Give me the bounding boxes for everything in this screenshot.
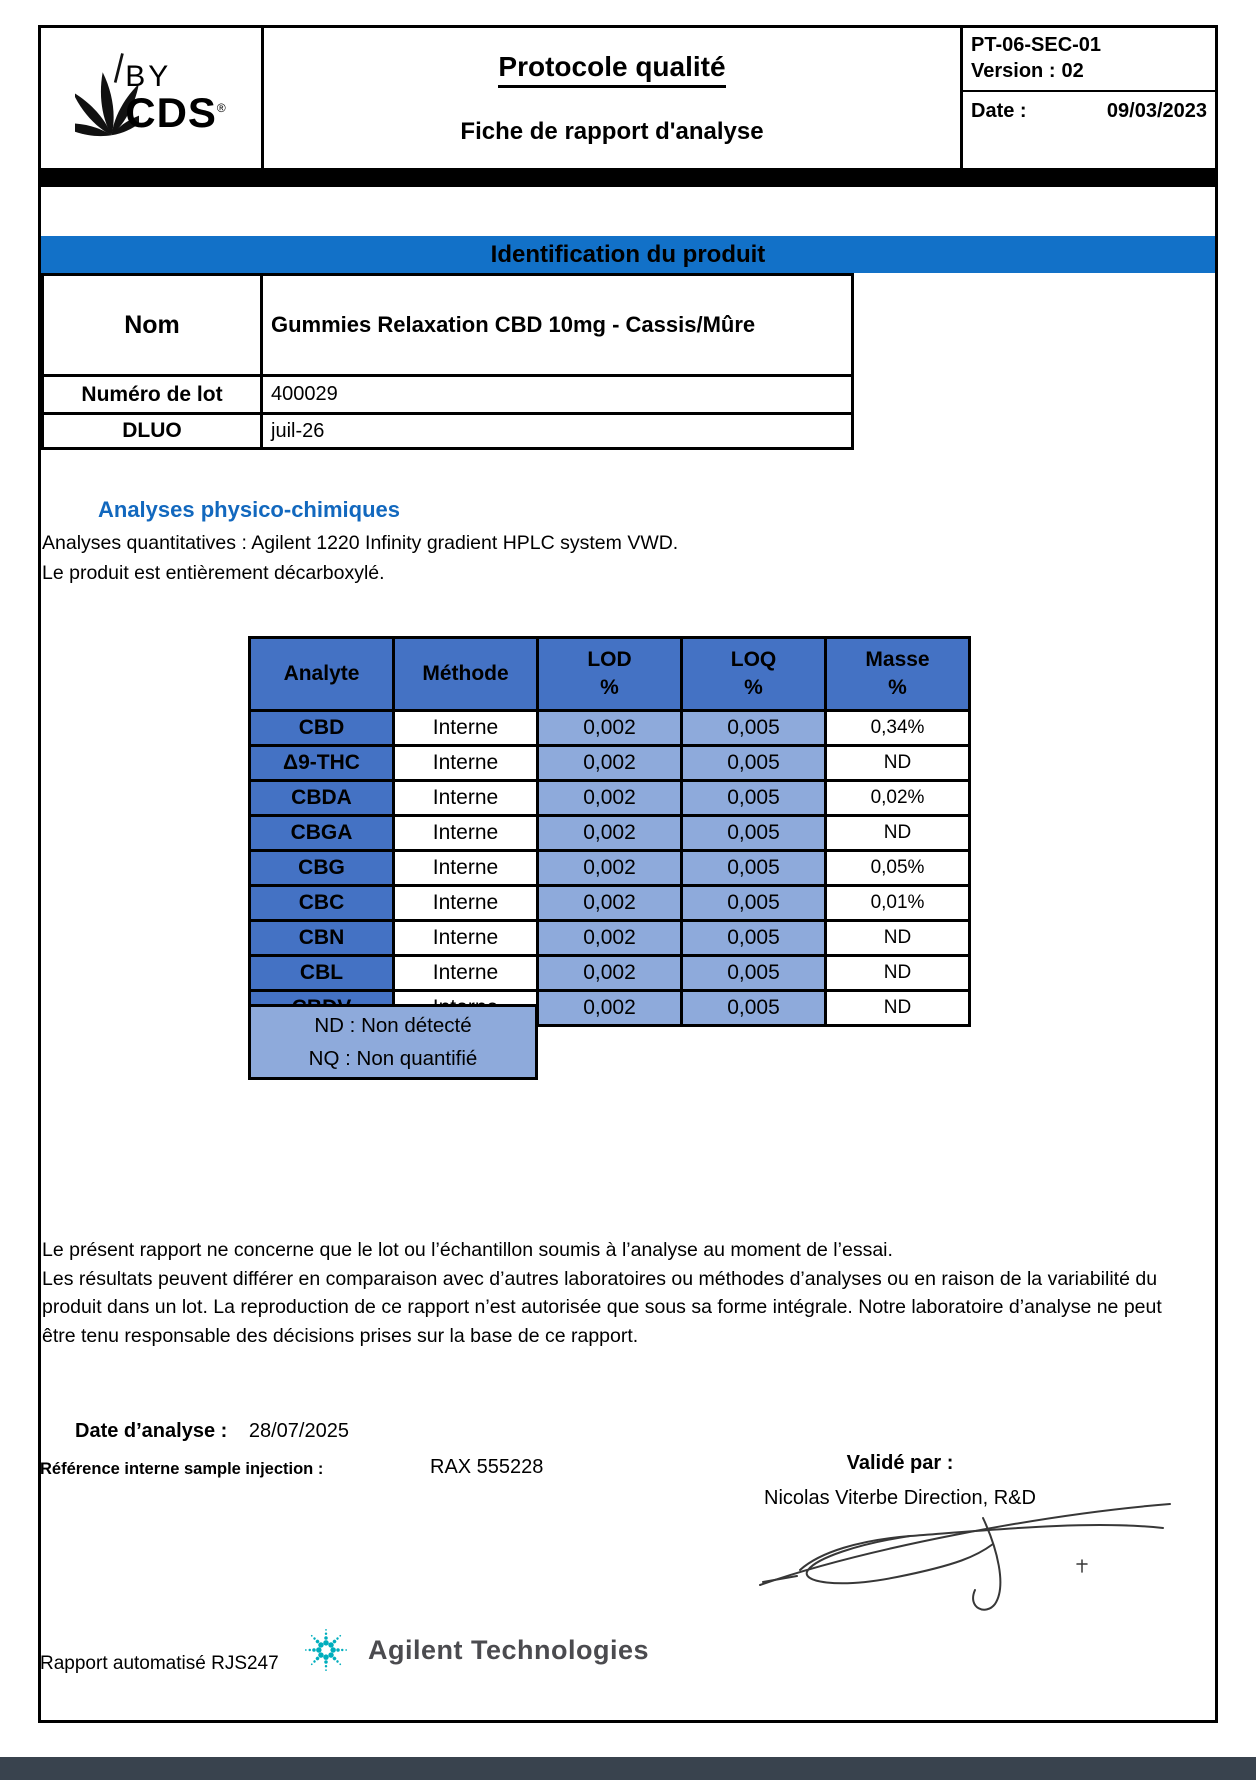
logo-wrap xyxy=(75,48,227,148)
methode-cell: Interne xyxy=(394,886,538,921)
logo-cds: CDS® xyxy=(125,89,227,136)
analyte-cell: CBC xyxy=(250,886,394,921)
col-loq: LOQ % xyxy=(682,638,826,711)
disclaimer-line-1: Le présent rapport ne concerne que le lot ou l’échantillon soumis à l’analyse au moment de l’essai. xyxy=(42,1239,893,1261)
logo-by: BY xyxy=(125,60,172,93)
methode-cell: Interne xyxy=(394,851,538,886)
legend-nd: ND : Non détecté xyxy=(314,1014,472,1037)
methode-cell: Interne xyxy=(394,816,538,851)
agilent-logo xyxy=(300,1612,649,1688)
methode-cell: Interne xyxy=(394,956,538,991)
doc-info-top xyxy=(963,28,1215,92)
lod-cell: 0,002 xyxy=(538,816,682,851)
lod-cell: 0,002 xyxy=(538,851,682,886)
analysis-header-row xyxy=(250,638,970,711)
lot-value: 400029 xyxy=(262,376,853,414)
masse-cell: ND xyxy=(826,991,970,1026)
legend-nq: NQ : Non quantifié xyxy=(308,1047,478,1070)
masse-cell: ND xyxy=(826,921,970,956)
col-analyte: Analyte xyxy=(250,638,394,711)
doc-info-cell xyxy=(963,28,1215,168)
loq-cell: 0,005 xyxy=(682,711,826,746)
masse-cell: ND xyxy=(826,816,970,851)
lod-cell: 0,002 xyxy=(538,781,682,816)
table-row xyxy=(43,414,853,449)
logo-text xyxy=(125,62,227,134)
table-legend xyxy=(248,1004,538,1080)
disclaimer xyxy=(42,1236,1190,1350)
loq-cell: 0,005 xyxy=(682,781,826,816)
identification-table xyxy=(41,273,854,450)
table-row xyxy=(250,711,970,746)
header xyxy=(38,25,1218,171)
loq-cell: 0,005 xyxy=(682,746,826,781)
doc-code: PT-06-SEC-01 xyxy=(971,34,1102,56)
masse-cell: 0,05% xyxy=(826,851,970,886)
identification-header: Identification du produit xyxy=(41,236,1215,273)
table-row xyxy=(43,376,853,414)
analysis-date-label: Date d’analyse : xyxy=(75,1420,228,1442)
doc-subtitle: Fiche de rapport d'analyse xyxy=(460,117,764,145)
analysis-date-line xyxy=(75,1420,349,1443)
table-row xyxy=(250,886,970,921)
table-row xyxy=(250,921,970,956)
title-cell xyxy=(264,28,963,168)
analyte-cell: CBDA xyxy=(250,781,394,816)
registered-mark: ® xyxy=(216,101,227,115)
lod-cell: 0,002 xyxy=(538,886,682,921)
analyte-cell: Δ9-THC xyxy=(250,746,394,781)
analysis-table xyxy=(248,636,971,1027)
doc-title: Protocole qualité xyxy=(498,51,725,88)
dluo-label: DLUO xyxy=(43,414,262,449)
dluo-value: juil-26 xyxy=(262,414,853,449)
doc-date xyxy=(963,92,1215,131)
analyte-cell: CBGA xyxy=(250,816,394,851)
methode-cell: Interne xyxy=(394,711,538,746)
masse-cell: 0,02% xyxy=(826,781,970,816)
col-methode: Méthode xyxy=(394,638,538,711)
masse-cell: 0,34% xyxy=(826,711,970,746)
version-label: Version : xyxy=(971,60,1056,82)
table-row xyxy=(250,851,970,886)
table-row xyxy=(250,816,970,851)
analyte-cell: CBD xyxy=(250,711,394,746)
loq-cell: 0,005 xyxy=(682,816,826,851)
header-separator xyxy=(38,171,1218,184)
validated-by-label: Validé par : xyxy=(846,1452,954,1474)
methode-cell: Interne xyxy=(394,781,538,816)
agilent-logo-text: Agilent Technologies xyxy=(368,1634,650,1665)
nom-label: Nom xyxy=(43,275,262,376)
reference-value: RAX 555228 xyxy=(430,1456,544,1478)
agilent-spark-icon xyxy=(300,1612,352,1688)
masse-cell: 0,01% xyxy=(826,886,970,921)
report-id: Rapport automatisé RJS247 xyxy=(40,1653,279,1674)
loq-cell: 0,005 xyxy=(682,956,826,991)
logo-accent-stroke xyxy=(115,53,122,82)
analyte-cell: CBL xyxy=(250,956,394,991)
date-label: Date : xyxy=(971,100,1027,122)
loq-cell: 0,005 xyxy=(682,851,826,886)
methode-cell: Interne xyxy=(394,746,538,781)
loq-cell: 0,005 xyxy=(682,886,826,921)
table-row xyxy=(250,746,970,781)
company-logo xyxy=(41,28,264,168)
lot-label: Numéro de lot xyxy=(43,376,262,414)
page-bottom-bar xyxy=(0,1757,1256,1780)
lod-cell: 0,002 xyxy=(538,956,682,991)
analysis-intro-1: Analyses quantitatives : Agilent 1220 Infinity gradient HPLC system VWD. xyxy=(42,532,679,554)
methode-cell: Interne xyxy=(394,921,538,956)
table-row xyxy=(250,781,970,816)
analyte-cell: CBN xyxy=(250,921,394,956)
doc-version xyxy=(971,58,1207,84)
reference-label: Référence interne sample injection : xyxy=(40,1460,324,1478)
section-heading: Analyses physico-chimiques xyxy=(98,497,400,522)
analysis-date-value: 28/07/2025 xyxy=(248,1420,349,1442)
loq-cell: 0,005 xyxy=(682,921,826,956)
masse-cell: ND xyxy=(826,746,970,781)
lod-cell: 0,002 xyxy=(538,711,682,746)
disclaimer-line-2: Les résultats peuvent différer en comparaison avec d’autres laboratoires ou méthodes d’analyses ou en raison de la variabilité du produit dans un lot. La reproduction de ce rapport n’est autorisée que sous sa forme intégrale. Notre laboratoire d’analyse ne peut être tenu responsable des décisions prises sur la base de ce rapport. xyxy=(42,1267,1162,1347)
masse-cell: ND xyxy=(826,956,970,991)
col-lod: LOD % xyxy=(538,638,682,711)
analysis-intro-2: Le produit est entièrement décarboxylé. xyxy=(42,562,385,584)
lod-cell: 0,002 xyxy=(538,921,682,956)
nom-value: Gummies Relaxation CBD 10mg - Cassis/Mûre xyxy=(262,275,853,376)
lod-cell: 0,002 xyxy=(538,746,682,781)
date-value: 09/03/2023 xyxy=(1106,100,1207,122)
loq-cell: 0,005 xyxy=(682,991,826,1026)
col-masse: Masse % xyxy=(826,638,970,711)
validated-by-name: Nicolas Viterbe Direction, R&D xyxy=(764,1487,1036,1509)
table-row xyxy=(250,956,970,991)
version-value: 02 xyxy=(1061,60,1084,82)
signature xyxy=(745,1490,1175,1635)
table-row xyxy=(43,275,853,376)
lod-cell: 0,002 xyxy=(538,991,682,1026)
analyte-cell: CBG xyxy=(250,851,394,886)
